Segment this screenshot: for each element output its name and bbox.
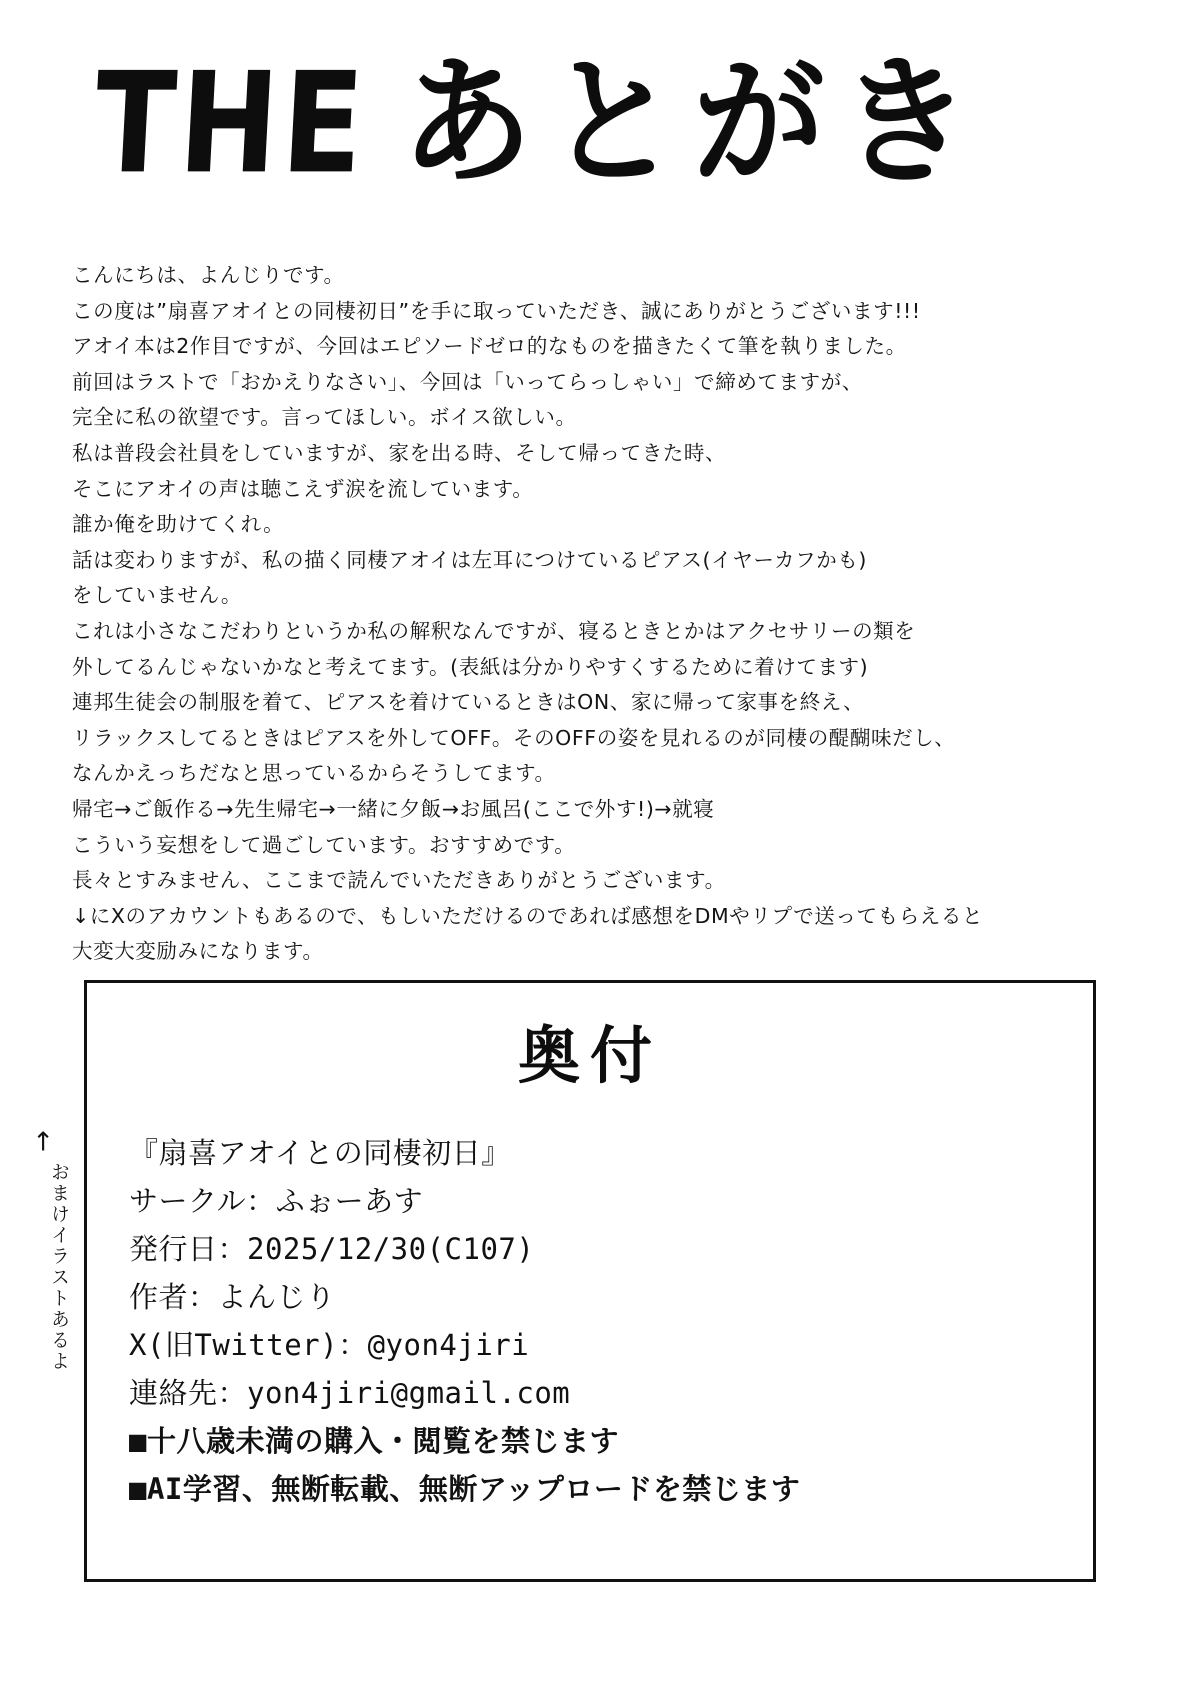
afterword-line: そこにアオイの声は聴こえず涙を流しています。 xyxy=(72,476,534,501)
afterword-line: をしていません。 xyxy=(72,583,243,608)
afterword-line: 完全に私の欲望です。言ってほしい。ボイス欲しい。 xyxy=(72,405,577,430)
afterword-line: 誰か俺を助けてくれ。 xyxy=(72,512,285,537)
afterword-line: 連邦生徒会の制服を着て、ピアスを着けているときはON、家に帰って家事を終え、 xyxy=(72,690,865,715)
afterword-line: 話は変わりますが、私の描く同棲アオイは左耳につけているピアス(イヤーカフかも) xyxy=(72,547,868,572)
afterword-line: こんにちは、よんじりです。 xyxy=(72,263,345,287)
colophon-entry-author: 作者：よんじり xyxy=(129,1280,336,1314)
afterword-body xyxy=(72,258,1132,970)
colophon-entry-release-date: 発行日：2025/12/30(C107) xyxy=(129,1232,535,1266)
bonus-illustration-note: おまけイラストあるよ xyxy=(48,1162,70,1372)
afterword-line: リラックスしてるときはピアスを外してOFF。そのOFFの姿を見れるのが同棲の醍醐味だし、 xyxy=(72,725,956,750)
afterword-line: 大変大変励みになります。 xyxy=(72,939,324,964)
afterword-line: こういう妄想をして過ごしています。おすすめです。 xyxy=(72,832,576,857)
afterword-line: アオイ本は2作目ですが、今回はエピソードゼロ的なものを描きたくて筆を執りました。 xyxy=(72,334,907,359)
afterword-line: ↓にXのアカウントもあるので、もしいただけるのであれば感想をDMやリプで送ってもらえると xyxy=(72,903,984,928)
afterword-line: 前回はラストで「おかえりなさい」、今回は「いってらっしゃい」で締めてますが、 xyxy=(72,369,863,394)
afterword-line: なんかえっちだなと思っているからそうしてます。 xyxy=(72,761,556,786)
page-title-japanese: あとがき xyxy=(400,41,985,205)
page-title xyxy=(90,38,1105,208)
colophon-entry-contact-email: 連絡先：yon4jiri@gmail.com xyxy=(129,1376,571,1410)
colophon-heading: 奥付 xyxy=(517,1019,662,1092)
afterword-line: 長々とすみません、ここまで読んでいただきありがとうございます。 xyxy=(72,868,726,893)
afterword-line: 帰宅→ご飯作る→先生帰宅→一緒に夕飯→お風呂(ここで外す!)→就寝 xyxy=(72,796,715,821)
afterword-line: 外してるんじゃないかなと考えてます。(表紙は分かりやすくするために着けてます) xyxy=(72,654,869,679)
left-arrow-icon: ← xyxy=(27,1130,58,1152)
afterword-line: 私は普段会社員をしていますが、家を出る時、そして帰ってきた時、 xyxy=(72,440,727,465)
colophon-rule-age-restriction: ■十八歳未満の購入・閲覧を禁じます xyxy=(129,1424,619,1458)
colophon-entries xyxy=(129,1129,1093,1513)
colophon-box xyxy=(84,980,1096,1582)
afterword-line: これは小さなこだわりというか私の解釈なんですが、寝るときとかはアクセサリーの類を xyxy=(72,618,916,643)
colophon-entry-x-account: X(旧Twitter)：@yon4jiri xyxy=(129,1328,530,1362)
colophon-entry-work-title: 『扇喜アオイとの同棲初日』 xyxy=(129,1136,511,1170)
colophon-entry-circle: サークル：ふぉーあす xyxy=(129,1184,424,1218)
page-title-latin: THE xyxy=(90,41,372,205)
colophon-rule-ai-reupload-ban: ■AI学習、無断転載、無断アップロードを禁じます xyxy=(129,1472,801,1506)
afterword-line: この度は”扇喜アオイとの同棲初日”を手に取っていただき、誠にありがとうございます!!! xyxy=(72,298,921,323)
